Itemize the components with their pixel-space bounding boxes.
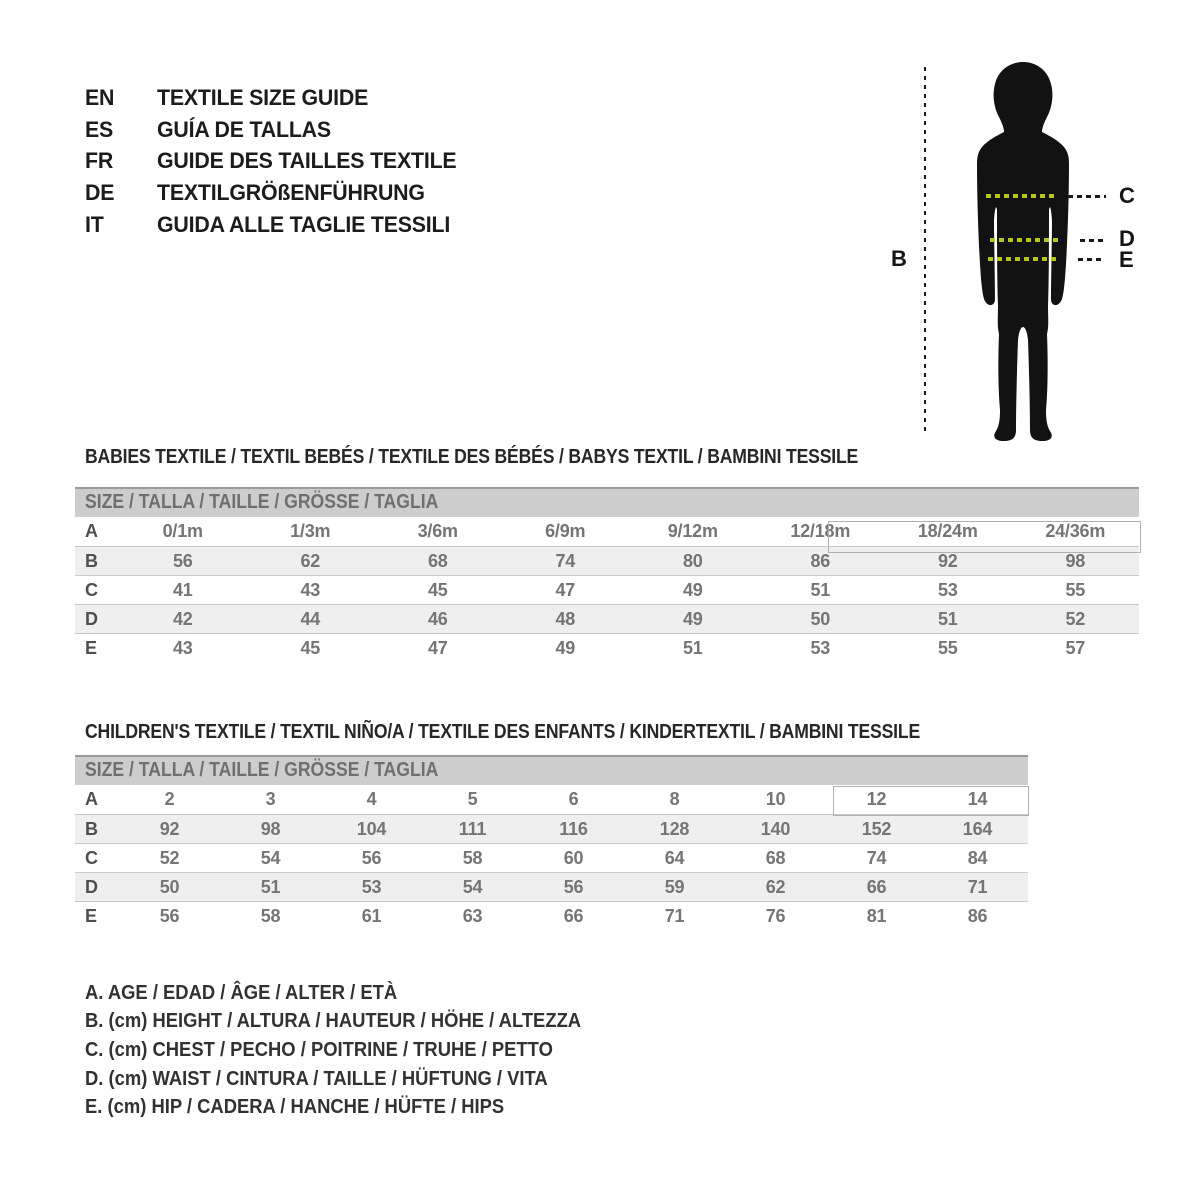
size-cell: 8 <box>669 789 680 809</box>
waist-label: D <box>1119 226 1135 251</box>
size-header-text: SIZE / TALLA / TAILLE / GRÖSSE / TAGLIA <box>85 759 439 781</box>
size-cell: 66 <box>866 876 887 897</box>
size-cell: 45 <box>300 637 321 658</box>
size-cell: 46 <box>427 608 448 629</box>
size-cell: 3/6m <box>417 521 458 541</box>
size-cell: 50 <box>810 608 831 629</box>
size-cell: 51 <box>937 608 958 629</box>
height-label: B <box>891 246 907 271</box>
waist-line-green <box>990 238 1060 242</box>
size-cell: 3 <box>265 789 276 809</box>
size-cell: 49 <box>555 637 576 658</box>
children-section-heading <box>85 721 1034 744</box>
language-row <box>85 82 466 114</box>
size-cell: 43 <box>172 637 193 658</box>
language-title: GUIDE DES TAILLES TEXTILE <box>157 148 457 174</box>
table-row <box>75 901 1028 930</box>
size-cell: 9/12m <box>667 521 718 541</box>
size-cell: 140 <box>760 818 791 839</box>
size-cell: 0/1m <box>162 521 203 541</box>
size-cell: 164 <box>962 818 993 839</box>
size-cell: 61 <box>361 905 382 926</box>
row-label: D <box>85 876 98 897</box>
size-cell: 86 <box>967 905 988 926</box>
size-cell: 68 <box>427 550 448 571</box>
children-size-table <box>75 755 1028 930</box>
size-cell: 12/18m <box>790 521 851 541</box>
language-list <box>85 82 466 240</box>
size-cell: 6/9m <box>545 521 586 541</box>
size-cell: 53 <box>937 579 958 600</box>
size-cell: 45 <box>427 579 448 600</box>
hip-line-green <box>988 257 1059 261</box>
legend-item: B. (cm) HEIGHT / ALTURA / HAUTEUR / HÖHE / ALTEZZA <box>85 1010 582 1033</box>
size-cell: 64 <box>664 847 685 868</box>
language-row <box>85 209 466 241</box>
size-cell: 41 <box>172 579 193 600</box>
size-cell: 6 <box>568 789 579 809</box>
table-row <box>75 604 1139 633</box>
language-row <box>85 177 466 209</box>
size-cell: 92 <box>937 550 958 571</box>
size-cell: 86 <box>810 550 831 571</box>
size-cell: 56 <box>563 876 584 897</box>
size-header-bar <box>75 487 1139 517</box>
size-cell: 2 <box>164 789 175 809</box>
size-cell: 59 <box>664 876 685 897</box>
size-cell: 81 <box>866 905 887 926</box>
size-cell: 58 <box>260 905 281 926</box>
size-cell: 51 <box>810 579 831 600</box>
size-cell: 71 <box>664 905 685 926</box>
size-cell: 49 <box>682 579 703 600</box>
size-cell: 74 <box>555 550 576 571</box>
hip-label: E <box>1119 247 1134 272</box>
size-header-text: SIZE / TALLA / TAILLE / GRÖSSE / TAGLIA <box>85 491 439 513</box>
size-cell: 50 <box>159 876 180 897</box>
size-cell: 68 <box>765 847 786 868</box>
size-cell: 128 <box>659 818 690 839</box>
size-cell: 47 <box>427 637 448 658</box>
size-cell: 152 <box>861 818 892 839</box>
table-row <box>75 843 1028 872</box>
size-cell: 55 <box>1065 579 1086 600</box>
size-cell: 42 <box>172 608 193 629</box>
row-label: B <box>85 550 98 571</box>
language-title: GUIDA ALLE TAGLIE TESSILI <box>157 211 451 237</box>
language-code: ES <box>85 116 114 142</box>
row-label: C <box>85 579 98 600</box>
chest-line-dash <box>1068 195 1106 198</box>
size-cell: 18/24m <box>917 521 978 541</box>
size-cell: 74 <box>866 847 887 868</box>
row-label: C <box>85 847 98 868</box>
size-cell: 48 <box>555 608 576 629</box>
language-code: IT <box>85 211 104 237</box>
size-cell: 76 <box>765 905 786 926</box>
language-title: TEXTILE SIZE GUIDE <box>157 84 369 110</box>
row-label: A <box>85 789 98 809</box>
row-label: E <box>85 637 97 658</box>
language-row <box>85 145 466 177</box>
legend-item: D. (cm) WAIST / CINTURA / TAILLE / HÜFTUNG / VITA <box>85 1067 548 1090</box>
height-dashed-line <box>924 67 926 435</box>
hip-line-dash <box>1078 258 1105 261</box>
size-cell: 56 <box>361 847 382 868</box>
legend-item: C. (cm) CHEST / PECHO / POITRINE / TRUHE / PETTO <box>85 1038 553 1061</box>
table-row <box>75 814 1028 843</box>
size-cell: 14 <box>967 789 988 809</box>
language-row <box>85 114 466 146</box>
row-label: D <box>85 608 98 629</box>
chest-line-green <box>986 194 1056 198</box>
size-cell: 10 <box>765 789 786 809</box>
size-cell: 44 <box>300 608 321 629</box>
size-cell: 49 <box>682 608 703 629</box>
size-cell: 51 <box>260 876 281 897</box>
size-cell: 104 <box>356 818 387 839</box>
legend-item: A. AGE / EDAD / ÂGE / ALTER / ETÀ <box>85 981 398 1004</box>
size-cell: 116 <box>559 818 588 839</box>
chest-label: C <box>1119 183 1135 208</box>
selected-size-box <box>828 521 1141 553</box>
selected-size-box <box>833 786 1029 816</box>
size-cell: 54 <box>462 876 483 897</box>
size-cell: 111 <box>458 818 487 839</box>
size-cell: 62 <box>300 550 321 571</box>
row-label: A <box>85 521 98 541</box>
size-cell: 56 <box>172 550 193 571</box>
babies-section-heading <box>85 446 964 469</box>
size-cell: 66 <box>563 905 584 926</box>
language-title: TEXTILGRÖßENFÜHRUNG <box>157 179 425 205</box>
size-cell: 80 <box>682 550 703 571</box>
size-cell: 5 <box>467 789 478 809</box>
size-cell: 63 <box>462 905 483 926</box>
size-cell: 55 <box>937 637 958 658</box>
row-label: E <box>85 905 97 926</box>
size-cell: 98 <box>1065 550 1086 571</box>
row-label: B <box>85 818 98 839</box>
size-cell: 43 <box>300 579 321 600</box>
children-heading-text: CHILDREN'S TEXTILE / TEXTIL NIÑO/A / TEXTILE DES ENFANTS / KINDERTEXTIL / BAMBINI TESSILE <box>85 721 921 743</box>
legend-item: E. (cm) HIP / CADERA / HANCHE / HÜFTE / HIPS <box>85 1096 505 1119</box>
size-header-bar <box>75 755 1028 785</box>
language-code: FR <box>85 148 114 174</box>
size-cell: 54 <box>260 847 281 868</box>
measurement-legend <box>85 979 624 1122</box>
size-cell: 84 <box>967 847 988 868</box>
table-row <box>75 872 1028 901</box>
size-cell: 52 <box>1065 608 1086 629</box>
size-cell: 60 <box>563 847 584 868</box>
size-cell: 12 <box>866 789 887 809</box>
table-row <box>75 633 1139 662</box>
size-cell: 98 <box>260 818 281 839</box>
babies-size-table <box>75 487 1139 662</box>
size-cell: 71 <box>967 876 988 897</box>
size-cell: 47 <box>555 579 576 600</box>
size-cell: 58 <box>462 847 483 868</box>
size-cell: 53 <box>361 876 382 897</box>
size-cell: 4 <box>366 789 377 809</box>
child-silhouette <box>953 58 1093 442</box>
table-row <box>75 575 1139 604</box>
size-cell: 53 <box>810 637 831 658</box>
language-code: EN <box>85 84 115 110</box>
size-cell: 1/3m <box>290 521 331 541</box>
babies-heading-text: BABIES TEXTILE / TEXTIL BEBÉS / TEXTILE DES BÉBÉS / BABYS TEXTIL / BAMBINI TESSILE <box>85 446 859 468</box>
waist-line-dash <box>1080 239 1107 242</box>
language-code: DE <box>85 179 115 205</box>
size-cell: 56 <box>159 905 180 926</box>
size-cell: 62 <box>765 876 786 897</box>
size-cell: 92 <box>159 818 180 839</box>
language-title: GUÍA DE TALLAS <box>157 116 331 142</box>
size-cell: 52 <box>159 847 180 868</box>
size-cell: 57 <box>1065 637 1086 658</box>
size-cell: 51 <box>682 637 703 658</box>
size-cell: 24/36m <box>1045 521 1106 541</box>
